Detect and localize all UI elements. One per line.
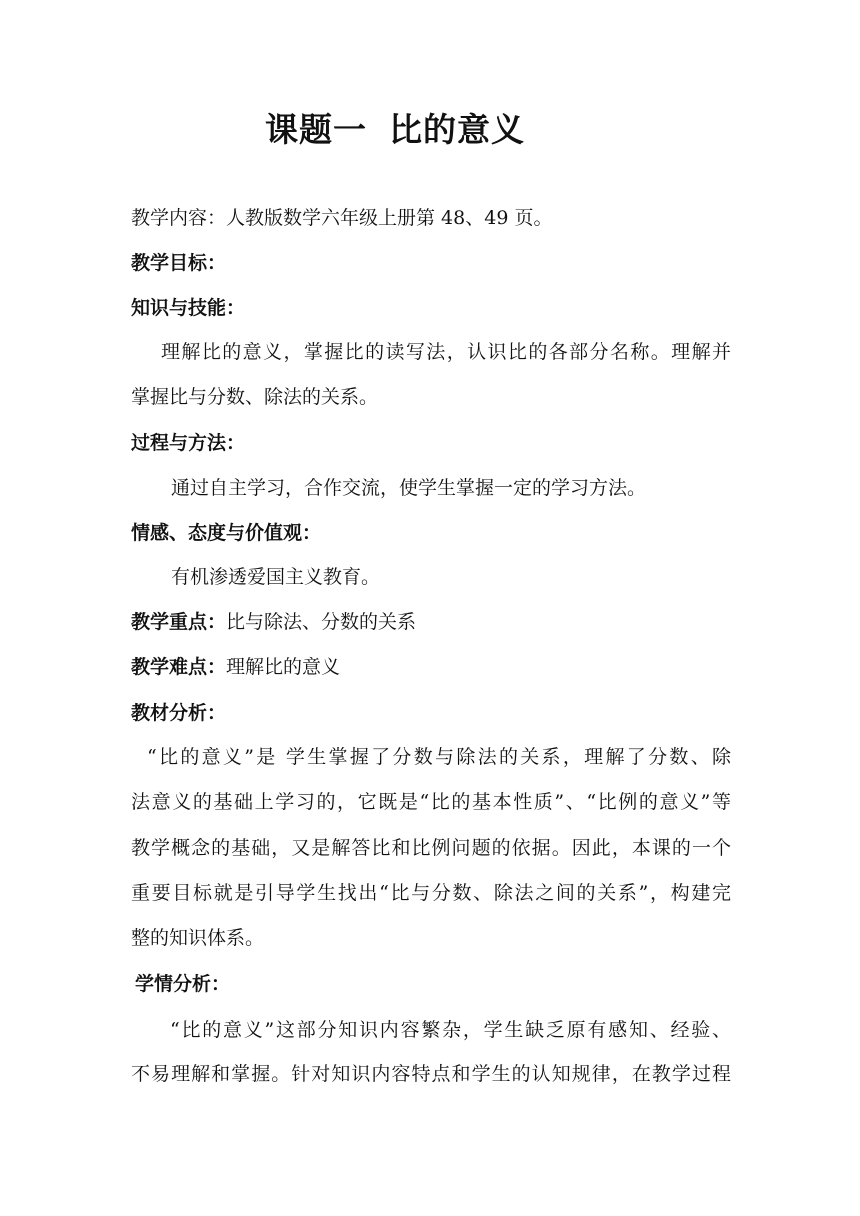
- objectives-heading: 教学目标：: [131, 252, 227, 274]
- title-part2: 比的意义: [389, 110, 525, 149]
- content-row: [131, 206, 731, 230]
- material-line-5: 整的知识体系。: [131, 927, 265, 949]
- material-line-2: 法意义的基础上学习的，它既是“比的基本性质”、“比例的意义”等: [131, 791, 731, 813]
- content-label: 教学内容：: [131, 207, 227, 229]
- difficulty-label: 教学难点：: [131, 656, 227, 678]
- difficulty-row: [131, 655, 731, 679]
- knowledge-heading: 知识与技能：: [131, 297, 246, 319]
- material-line-3: 教学概念的基础，又是解答比和比例问题的依据。因此，本课的一个: [131, 837, 731, 859]
- knowledge-line-1: 理解比的意义，掌握比的读写法，认识比的各部分名称。理解并: [161, 341, 731, 363]
- difficulty-text: 理解比的意义: [226, 656, 341, 678]
- emotion-heading: 情感、态度与价值观：: [131, 522, 322, 544]
- material-line-1: “比的意义”是 学生掌握了分数与除法的关系，理解了分数、除: [147, 746, 731, 768]
- lesson-title: [0, 104, 790, 151]
- process-heading: 过程与方法：: [131, 432, 246, 454]
- material-analysis-heading: 教材分析：: [131, 702, 227, 724]
- knowledge-line-2: 掌握比与分数、除法的关系。: [131, 386, 379, 408]
- student-line-1: “比的意义”这部分知识内容繁杂，学生缺乏原有感知、经验、: [170, 1019, 731, 1041]
- key-point-row: [131, 610, 731, 634]
- key-point-text: 比与除法、分数的关系: [226, 611, 417, 633]
- process-line-1: 通过自主学习，合作交流，使学生掌握一定的学习方法。: [171, 477, 647, 499]
- title-part1: 课题一: [265, 110, 367, 149]
- material-line-4: 重要目标就是引导学生找出“比与分数、除法之间的关系”，构建完: [131, 882, 731, 904]
- student-analysis-heading: 学情分析：: [135, 973, 231, 995]
- content-text: 人教版数学六年级上册第 48、49 页。: [226, 207, 553, 229]
- key-point-label: 教学重点：: [131, 611, 227, 633]
- student-line-2: 不易理解和掌握。针对知识内容特点和学生的认知规律，在教学过程: [131, 1063, 731, 1085]
- emotion-line-1: 有机渗透爱国主义教育。: [171, 566, 381, 588]
